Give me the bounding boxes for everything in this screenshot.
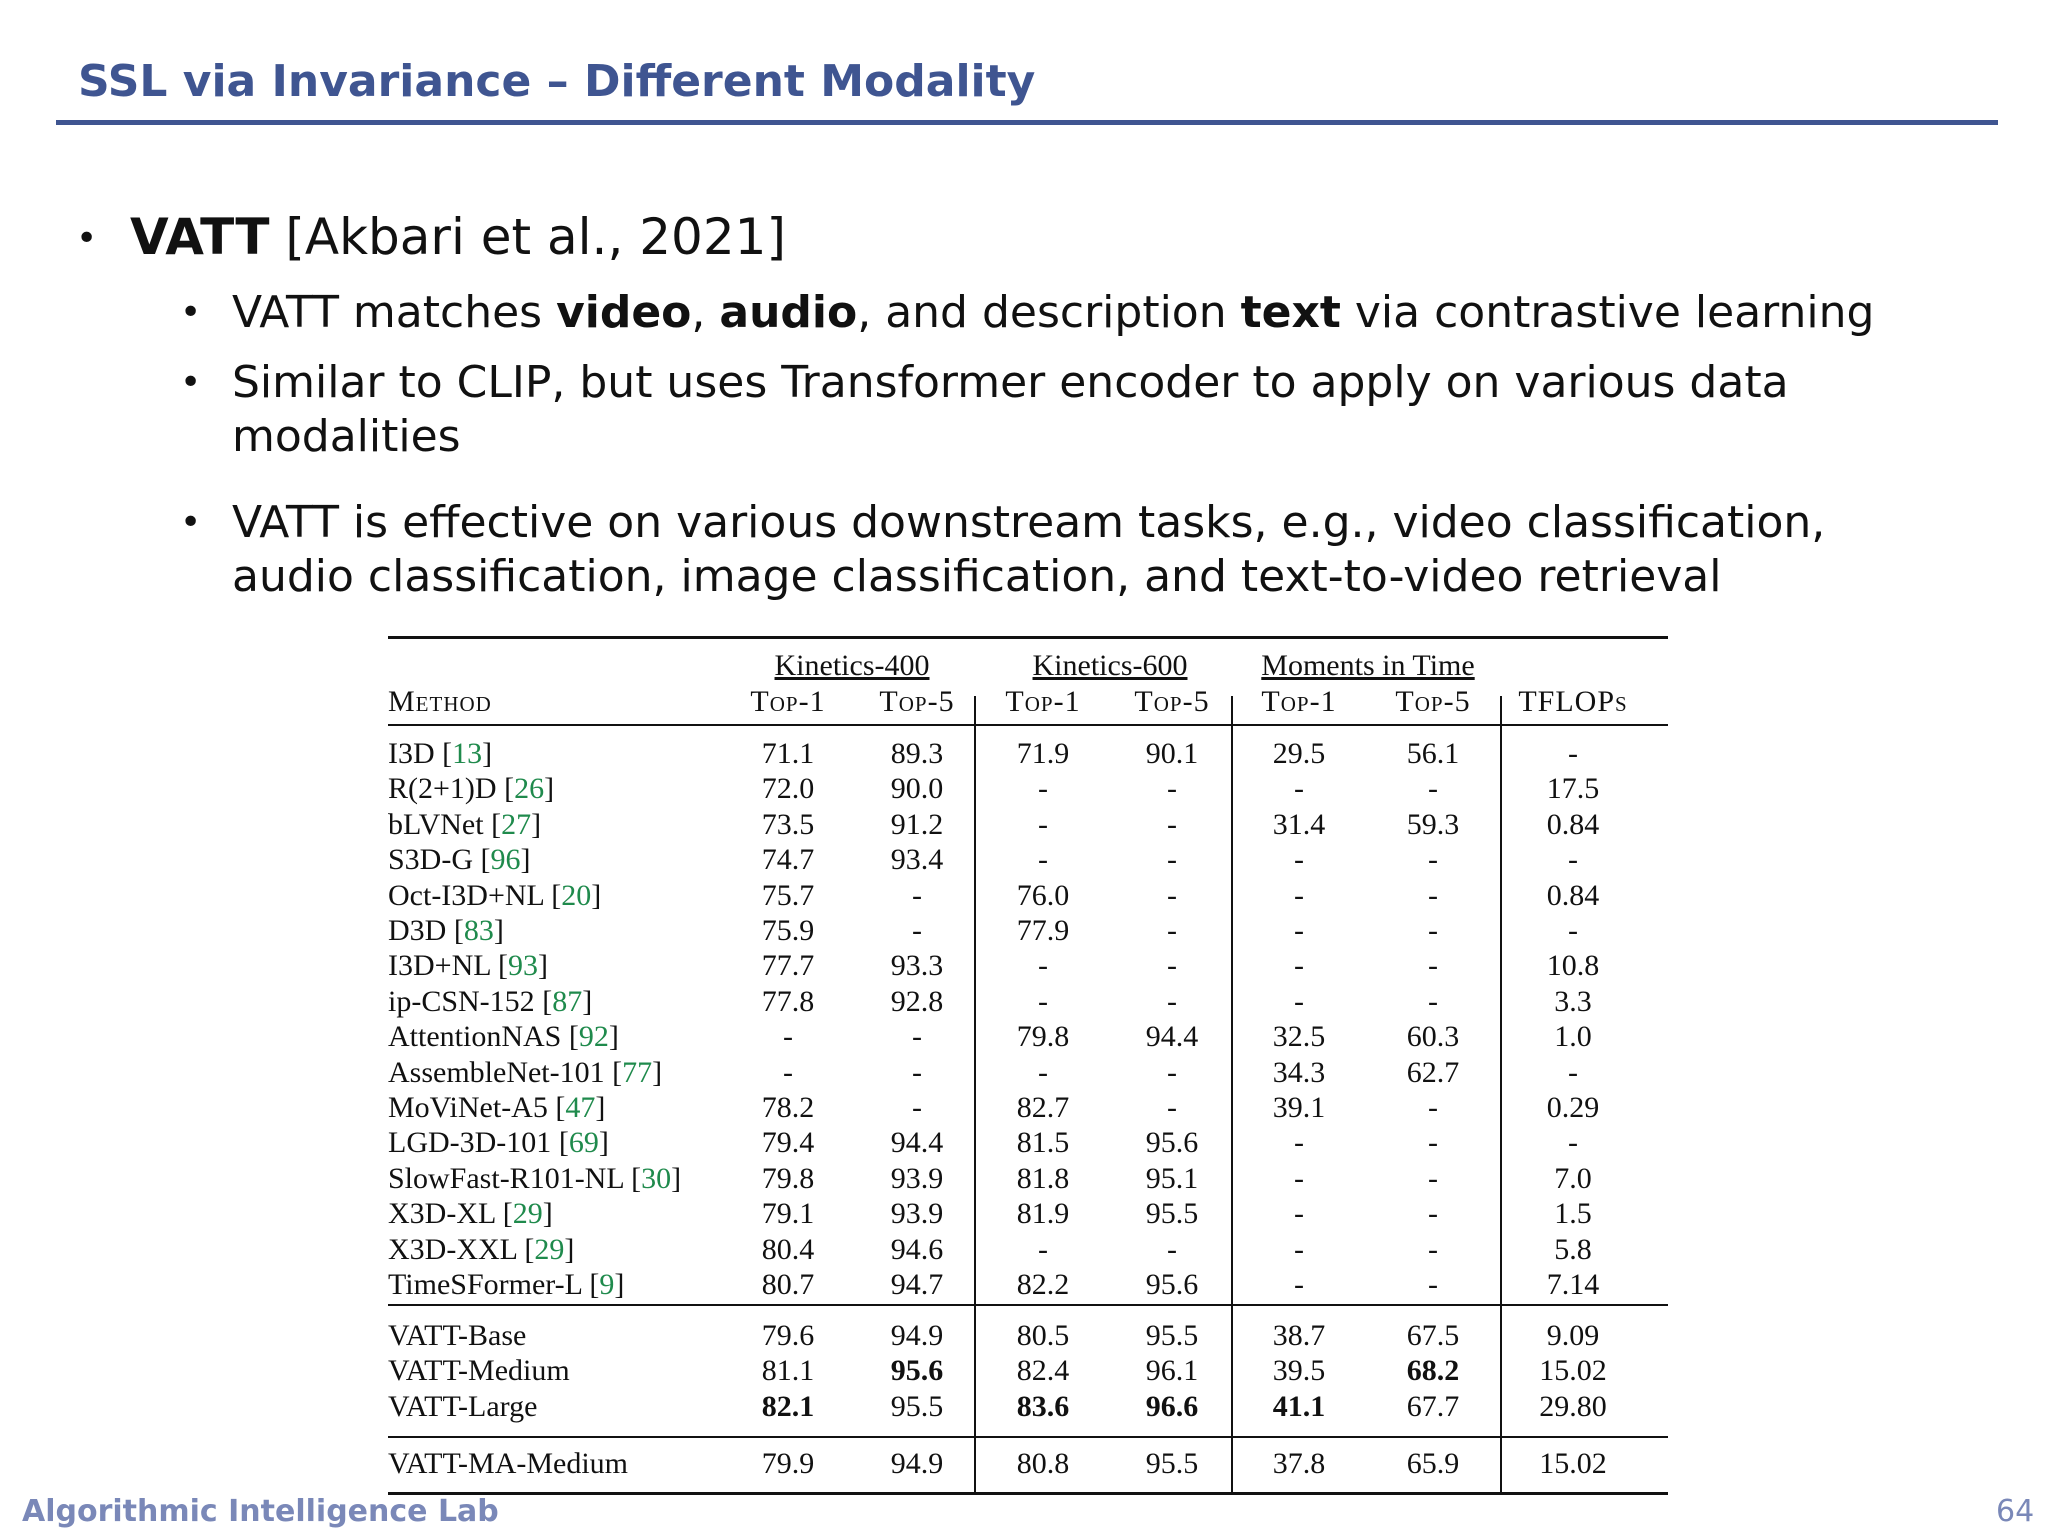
table-top-rule bbox=[388, 636, 1668, 639]
method-name: VATT-Medium bbox=[388, 1354, 570, 1388]
citation-link[interactable]: 96 bbox=[490, 843, 521, 877]
table-cell: 92.8 bbox=[890, 984, 944, 1018]
table-row-method bbox=[388, 1232, 574, 1268]
table-cell: - bbox=[1294, 914, 1304, 947]
table-column-header: TFLOPs bbox=[1518, 685, 1628, 718]
table-cell: - bbox=[1294, 1268, 1304, 1301]
table-column-divider bbox=[974, 696, 976, 1492]
footer-lab-name: Algorithmic Intelligence Lab bbox=[22, 1494, 499, 1529]
table-cell: - bbox=[1167, 772, 1177, 806]
table-cell: - bbox=[1294, 1232, 1304, 1266]
ref-bracket: ] bbox=[598, 1126, 609, 1160]
table-cell: - bbox=[1428, 1232, 1438, 1266]
table-cell: 95.1 bbox=[1145, 1161, 1199, 1195]
table-cell: 29.5 bbox=[1272, 737, 1326, 770]
bullet-main-text: [Akbari et al., 2021] bbox=[269, 208, 786, 266]
ref-bracket: [ bbox=[442, 737, 453, 770]
table-cell: - bbox=[1167, 949, 1177, 983]
table-cell: - bbox=[1428, 1268, 1438, 1301]
table-cell: - bbox=[1038, 772, 1048, 806]
table-cell: - bbox=[1428, 914, 1438, 947]
table-cell: - bbox=[1428, 1161, 1438, 1195]
table-cell: 95.6 bbox=[1145, 1126, 1199, 1160]
table-cell: 15.02 bbox=[1539, 1354, 1607, 1388]
ref-bracket: ] bbox=[520, 843, 531, 877]
ref-bracket: [ bbox=[612, 1055, 623, 1089]
table-cell: 93.3 bbox=[890, 949, 944, 983]
citation-link[interactable]: 87 bbox=[552, 984, 583, 1018]
table-column-divider bbox=[1231, 696, 1233, 1492]
table-cell: - bbox=[912, 1091, 922, 1124]
bullet-sub-1-bold: audio bbox=[719, 287, 858, 338]
table-cell: 77.8 bbox=[761, 984, 815, 1018]
table-cell: 59.3 bbox=[1406, 807, 1460, 841]
table-cell: - bbox=[1038, 843, 1048, 877]
method-name: VATT-Base bbox=[388, 1319, 527, 1352]
table-column-header: Method bbox=[388, 685, 492, 718]
table-cell: 73.5 bbox=[761, 807, 815, 841]
table-cell: - bbox=[1294, 1197, 1304, 1231]
table-cell: - bbox=[912, 1020, 922, 1054]
ref-bracket: ] bbox=[582, 984, 593, 1018]
table-row-method bbox=[388, 1446, 628, 1482]
table-cell: 89.3 bbox=[890, 737, 944, 770]
title-divider bbox=[56, 120, 1998, 125]
ref-bracket: ] bbox=[595, 1091, 606, 1124]
bullet-sub-2 bbox=[180, 356, 1952, 464]
table-cell: 3.3 bbox=[1554, 984, 1592, 1018]
table-cell: - bbox=[1428, 772, 1438, 806]
table-row-method bbox=[388, 1161, 681, 1197]
table-column-header: Top-1 bbox=[1261, 685, 1337, 718]
bullet-sub-1-text: , and description bbox=[857, 287, 1241, 338]
table-cell: 74.7 bbox=[761, 843, 815, 877]
table-cell: - bbox=[912, 914, 922, 947]
table-cell: 65.9 bbox=[1406, 1447, 1460, 1480]
table-cell: 62.7 bbox=[1406, 1055, 1460, 1089]
citation-link[interactable]: 13 bbox=[452, 737, 483, 770]
table-cell: - bbox=[783, 1020, 793, 1054]
table-cell: 56.1 bbox=[1406, 737, 1460, 770]
table-cell: 5.8 bbox=[1554, 1232, 1592, 1266]
table-column-header: Top-1 bbox=[750, 685, 826, 718]
ref-bracket: [ bbox=[555, 1091, 566, 1124]
ref-bracket: ] bbox=[614, 1268, 625, 1301]
table-cell: 79.9 bbox=[761, 1447, 815, 1480]
bullet-sub-1-bold: text bbox=[1240, 287, 1341, 338]
table-cell: 75.7 bbox=[761, 878, 815, 912]
table-cell: 38.7 bbox=[1272, 1319, 1326, 1352]
ref-bracket: [ bbox=[542, 984, 553, 1018]
ref-bracket: [ bbox=[491, 807, 502, 841]
method-name: S3D-G bbox=[388, 843, 481, 877]
table-row-method bbox=[388, 1267, 624, 1303]
method-name: TimeSFormer-L bbox=[388, 1268, 590, 1301]
table-cell: 91.2 bbox=[890, 807, 944, 841]
table-column-header: Top-5 bbox=[879, 685, 955, 718]
table-row-method bbox=[388, 1125, 609, 1161]
ref-bracket: ] bbox=[537, 949, 548, 983]
citation-link[interactable]: 29 bbox=[512, 1197, 543, 1231]
table-cell: - bbox=[1167, 843, 1177, 877]
table-row-method bbox=[388, 1353, 570, 1389]
method-name: Oct-I3D+NL bbox=[388, 878, 552, 912]
ref-bracket: ] bbox=[542, 1197, 553, 1231]
table-row-method bbox=[388, 984, 592, 1020]
table-cell: - bbox=[1428, 1197, 1438, 1231]
table-cell: 96.6 bbox=[1145, 1389, 1199, 1423]
bullet-sub-1-text: VATT matches bbox=[232, 287, 557, 338]
table-cell: 67.5 bbox=[1406, 1319, 1460, 1352]
page-number: 64 bbox=[1996, 1494, 2035, 1529]
table-column-header: Top-1 bbox=[1005, 685, 1081, 718]
table-cell: 79.8 bbox=[1016, 1020, 1070, 1054]
table-cell: 95.5 bbox=[1145, 1447, 1199, 1480]
bullet-sub-1-text: , bbox=[691, 287, 720, 338]
ref-bracket: [ bbox=[453, 914, 464, 947]
table-cell: 94.4 bbox=[1145, 1020, 1199, 1054]
citation-link[interactable]: 9 bbox=[599, 1268, 615, 1301]
table-cell: 82.1 bbox=[761, 1389, 815, 1423]
table-cell: 80.7 bbox=[761, 1268, 815, 1301]
ref-bracket: [ bbox=[497, 949, 508, 983]
table-row-method bbox=[388, 948, 548, 984]
table-cell: - bbox=[1428, 1126, 1438, 1160]
table-cell: - bbox=[1294, 843, 1304, 877]
ref-bracket: [ bbox=[551, 878, 562, 912]
table-column-divider bbox=[1500, 696, 1502, 1492]
table-cell: 95.5 bbox=[1145, 1197, 1199, 1231]
bullet-dot-icon: • bbox=[180, 502, 202, 543]
bullet-dot-icon: • bbox=[76, 218, 98, 259]
ref-bracket: [ bbox=[568, 1020, 579, 1054]
table-cell: 41.1 bbox=[1272, 1389, 1326, 1423]
method-name: VATT-MA-Medium bbox=[388, 1447, 629, 1480]
table-cell: 90.1 bbox=[1145, 737, 1199, 770]
table-row-method bbox=[388, 771, 554, 807]
table-cell: 15.02 bbox=[1539, 1447, 1607, 1480]
table-cell: 79.1 bbox=[761, 1197, 815, 1231]
method-name: VATT-Large bbox=[388, 1389, 538, 1423]
ref-bracket: [ bbox=[524, 1232, 535, 1266]
table-cell: 93.9 bbox=[890, 1161, 944, 1195]
bullet-main bbox=[76, 208, 786, 266]
method-name: MoViNet-A5 bbox=[388, 1091, 556, 1124]
table-row-method bbox=[388, 878, 601, 914]
table-cell: - bbox=[783, 1055, 793, 1089]
table-cell: - bbox=[1568, 1126, 1578, 1160]
citation-link[interactable]: 77 bbox=[622, 1055, 653, 1089]
table-cell: 76.0 bbox=[1016, 878, 1070, 912]
table-cell: - bbox=[1038, 949, 1048, 983]
ref-bracket: ] bbox=[544, 772, 555, 806]
table-cell: 90.0 bbox=[890, 772, 944, 806]
table-cell: - bbox=[1038, 1055, 1048, 1089]
table-group-header: Moments in Time bbox=[1261, 649, 1475, 682]
table-row-method bbox=[388, 807, 541, 843]
table-cell: 77.7 bbox=[761, 949, 815, 983]
table-cell: 96.1 bbox=[1145, 1354, 1199, 1388]
method-name: AttentionNAS bbox=[388, 1020, 569, 1054]
ref-bracket: ] bbox=[493, 914, 504, 947]
table-cell: - bbox=[1167, 984, 1177, 1018]
table-cell: 9.09 bbox=[1546, 1319, 1600, 1352]
table-cell: - bbox=[1038, 984, 1048, 1018]
table-cell: - bbox=[1167, 1232, 1177, 1266]
table-cell: 77.9 bbox=[1016, 914, 1070, 947]
citation-link[interactable]: 26 bbox=[514, 772, 545, 806]
method-name: X3D-XXL bbox=[388, 1232, 525, 1266]
table-cell: - bbox=[1428, 843, 1438, 877]
citation-link[interactable]: 83 bbox=[463, 914, 494, 947]
ref-bracket: ] bbox=[482, 737, 493, 770]
table-cell: 94.9 bbox=[890, 1319, 944, 1352]
method-name: I3D+NL bbox=[388, 949, 498, 983]
table-cell: 68.2 bbox=[1406, 1354, 1460, 1388]
table-cell: - bbox=[1428, 984, 1438, 1018]
table-row-method bbox=[388, 913, 504, 949]
citation-link[interactable]: 92 bbox=[578, 1020, 609, 1054]
table-header-rule bbox=[388, 724, 1668, 726]
table-cell: 1.5 bbox=[1554, 1197, 1592, 1231]
table-cell: 95.6 bbox=[890, 1354, 944, 1388]
table-cell: 71.9 bbox=[1016, 737, 1070, 770]
ref-bracket: [ bbox=[589, 1268, 600, 1301]
table-cell: 82.7 bbox=[1016, 1091, 1070, 1124]
table-cell: 94.4 bbox=[890, 1126, 944, 1160]
method-name: I3D bbox=[388, 737, 443, 770]
table-mid-rule bbox=[388, 1304, 1668, 1306]
table-cell: 80.4 bbox=[761, 1232, 815, 1266]
bullet-sub-1 bbox=[180, 286, 1952, 340]
table-cell: - bbox=[1294, 878, 1304, 912]
ref-bracket: ] bbox=[564, 1232, 575, 1266]
citation-link[interactable]: 93 bbox=[507, 949, 538, 983]
ref-bracket: [ bbox=[504, 772, 515, 806]
table-group-header: Kinetics-600 bbox=[1032, 649, 1188, 682]
citation-link[interactable]: 30 bbox=[641, 1161, 672, 1195]
table-cell: 37.8 bbox=[1272, 1447, 1326, 1480]
citation-link[interactable]: 69 bbox=[568, 1126, 599, 1160]
table-cell: 72.0 bbox=[761, 772, 815, 806]
table-cell: 93.9 bbox=[890, 1197, 944, 1231]
table-cell: - bbox=[1568, 1055, 1578, 1089]
table-cell: 79.8 bbox=[761, 1161, 815, 1195]
table-cell: 71.1 bbox=[761, 737, 815, 770]
table-mid-rule bbox=[388, 1436, 1668, 1438]
citation-link[interactable]: 27 bbox=[501, 807, 532, 841]
table-cell: 10.8 bbox=[1546, 949, 1600, 983]
citation-link[interactable]: 29 bbox=[534, 1232, 565, 1266]
table-cell: 0.84 bbox=[1546, 807, 1600, 841]
table-cell: 29.80 bbox=[1539, 1389, 1607, 1423]
table-row-method bbox=[388, 1019, 619, 1055]
table-cell: - bbox=[1167, 807, 1177, 841]
ref-bracket: ] bbox=[671, 1161, 682, 1195]
table-cell: - bbox=[1294, 1161, 1304, 1195]
table-cell: 34.3 bbox=[1272, 1055, 1326, 1089]
citation-link[interactable]: 47 bbox=[565, 1091, 596, 1124]
method-name: bLVNet bbox=[388, 807, 492, 841]
bullet-sub-1-text: via contrastive learning bbox=[1340, 287, 1875, 338]
table-cell: 75.9 bbox=[761, 914, 815, 947]
table-cell: - bbox=[1294, 984, 1304, 1018]
ref-bracket: ] bbox=[531, 807, 542, 841]
ref-bracket: ] bbox=[608, 1020, 619, 1054]
bullet-sub-2-text: Similar to CLIP, but uses Transformer encoder to apply on various data modalities bbox=[232, 357, 1789, 462]
table-cell: 81.8 bbox=[1016, 1161, 1070, 1195]
table-cell: 0.29 bbox=[1546, 1091, 1600, 1124]
ref-bracket: [ bbox=[480, 843, 491, 877]
table-cell: 7.14 bbox=[1546, 1268, 1600, 1301]
bullet-sub-3-text: VATT is effective on various downstream tasks, e.g., video classification, audio classification, image classification, and text-to-video retrieval bbox=[232, 497, 1826, 602]
table-cell: 94.9 bbox=[890, 1447, 944, 1480]
ref-bracket: [ bbox=[631, 1161, 642, 1195]
bullet-sub-1-bold: video bbox=[556, 287, 692, 338]
method-name: LGD-3D-101 bbox=[388, 1126, 559, 1160]
table-row-method bbox=[388, 1055, 662, 1091]
method-name: AssembleNet-101 bbox=[388, 1055, 613, 1089]
table-cell: 78.2 bbox=[761, 1091, 815, 1124]
table-cell: - bbox=[912, 878, 922, 912]
table-bottom-rule bbox=[388, 1492, 1668, 1495]
table-cell: 0.84 bbox=[1546, 878, 1600, 912]
table-cell: 39.1 bbox=[1272, 1091, 1326, 1124]
table-cell: 95.5 bbox=[890, 1389, 944, 1423]
table-cell: 1.0 bbox=[1554, 1020, 1592, 1054]
method-name: SlowFast-R101-NL bbox=[388, 1161, 632, 1195]
table-cell: 82.4 bbox=[1016, 1354, 1070, 1388]
ref-bracket: [ bbox=[558, 1126, 569, 1160]
table-group-header: Kinetics-400 bbox=[774, 649, 930, 682]
table-cell: - bbox=[1038, 807, 1048, 841]
table-cell: 81.1 bbox=[761, 1354, 815, 1388]
table-cell: - bbox=[1568, 737, 1578, 770]
table-cell: - bbox=[1568, 914, 1578, 947]
table-cell: - bbox=[1568, 843, 1578, 877]
table-cell: 80.5 bbox=[1016, 1319, 1070, 1352]
table-row-method bbox=[388, 736, 492, 772]
table-cell: - bbox=[1167, 1091, 1177, 1124]
citation-link[interactable]: 20 bbox=[561, 878, 592, 912]
table-cell: 60.3 bbox=[1406, 1020, 1460, 1054]
table-cell: - bbox=[1167, 878, 1177, 912]
table-cell: 83.6 bbox=[1016, 1389, 1070, 1423]
table-cell: - bbox=[1167, 1055, 1177, 1089]
table-row-method bbox=[388, 842, 531, 878]
table-cell: 79.6 bbox=[761, 1319, 815, 1352]
table-cell: 79.4 bbox=[761, 1126, 815, 1160]
bullet-dot-icon: • bbox=[180, 292, 202, 333]
table-cell: 7.0 bbox=[1554, 1161, 1592, 1195]
table-cell: 95.6 bbox=[1145, 1268, 1199, 1301]
table-cell: 82.2 bbox=[1016, 1268, 1070, 1301]
table-cell: 32.5 bbox=[1272, 1020, 1326, 1054]
method-name: ip-CSN-152 bbox=[388, 984, 543, 1018]
table-cell: 67.7 bbox=[1406, 1389, 1460, 1423]
table-cell: 31.4 bbox=[1272, 807, 1326, 841]
ref-bracket: [ bbox=[502, 1197, 513, 1231]
method-name: X3D-XL bbox=[388, 1197, 503, 1231]
table-cell: 93.4 bbox=[890, 843, 944, 877]
table-cell: - bbox=[1294, 772, 1304, 806]
table-cell: 39.5 bbox=[1272, 1354, 1326, 1388]
table-cell: - bbox=[1294, 1126, 1304, 1160]
table-cell: - bbox=[1428, 949, 1438, 983]
method-name: R(2+1)D bbox=[388, 772, 505, 806]
table-cell: - bbox=[1038, 1232, 1048, 1266]
table-row-method bbox=[388, 1318, 526, 1354]
table-cell: 80.8 bbox=[1016, 1447, 1070, 1480]
table-cell: 95.5 bbox=[1145, 1319, 1199, 1352]
table-cell: 94.7 bbox=[890, 1268, 944, 1301]
table-cell: 81.5 bbox=[1016, 1126, 1070, 1160]
table-cell: 81.9 bbox=[1016, 1197, 1070, 1231]
ref-bracket: ] bbox=[591, 878, 602, 912]
method-name: D3D bbox=[388, 914, 454, 947]
table-column-header: Top-5 bbox=[1395, 685, 1471, 718]
table-cell: - bbox=[1428, 1091, 1438, 1124]
slide-title: SSL via Invariance – Different Modality bbox=[78, 56, 1036, 107]
table-cell: 94.6 bbox=[890, 1232, 944, 1266]
bullet-dot-icon: • bbox=[180, 362, 202, 403]
table-cell: - bbox=[1167, 914, 1177, 947]
table-cell: - bbox=[912, 1055, 922, 1089]
table-row-method bbox=[388, 1196, 553, 1232]
table-column-header: Top-5 bbox=[1134, 685, 1210, 718]
bullet-sub-3 bbox=[180, 496, 1952, 604]
table-row-method bbox=[388, 1090, 605, 1126]
table-cell: - bbox=[1294, 949, 1304, 983]
table-cell: 17.5 bbox=[1546, 772, 1600, 806]
bullet-main-bold: VATT bbox=[130, 208, 270, 266]
table-cell: - bbox=[1428, 878, 1438, 912]
ref-bracket: ] bbox=[652, 1055, 663, 1089]
table-row-method bbox=[388, 1389, 537, 1425]
